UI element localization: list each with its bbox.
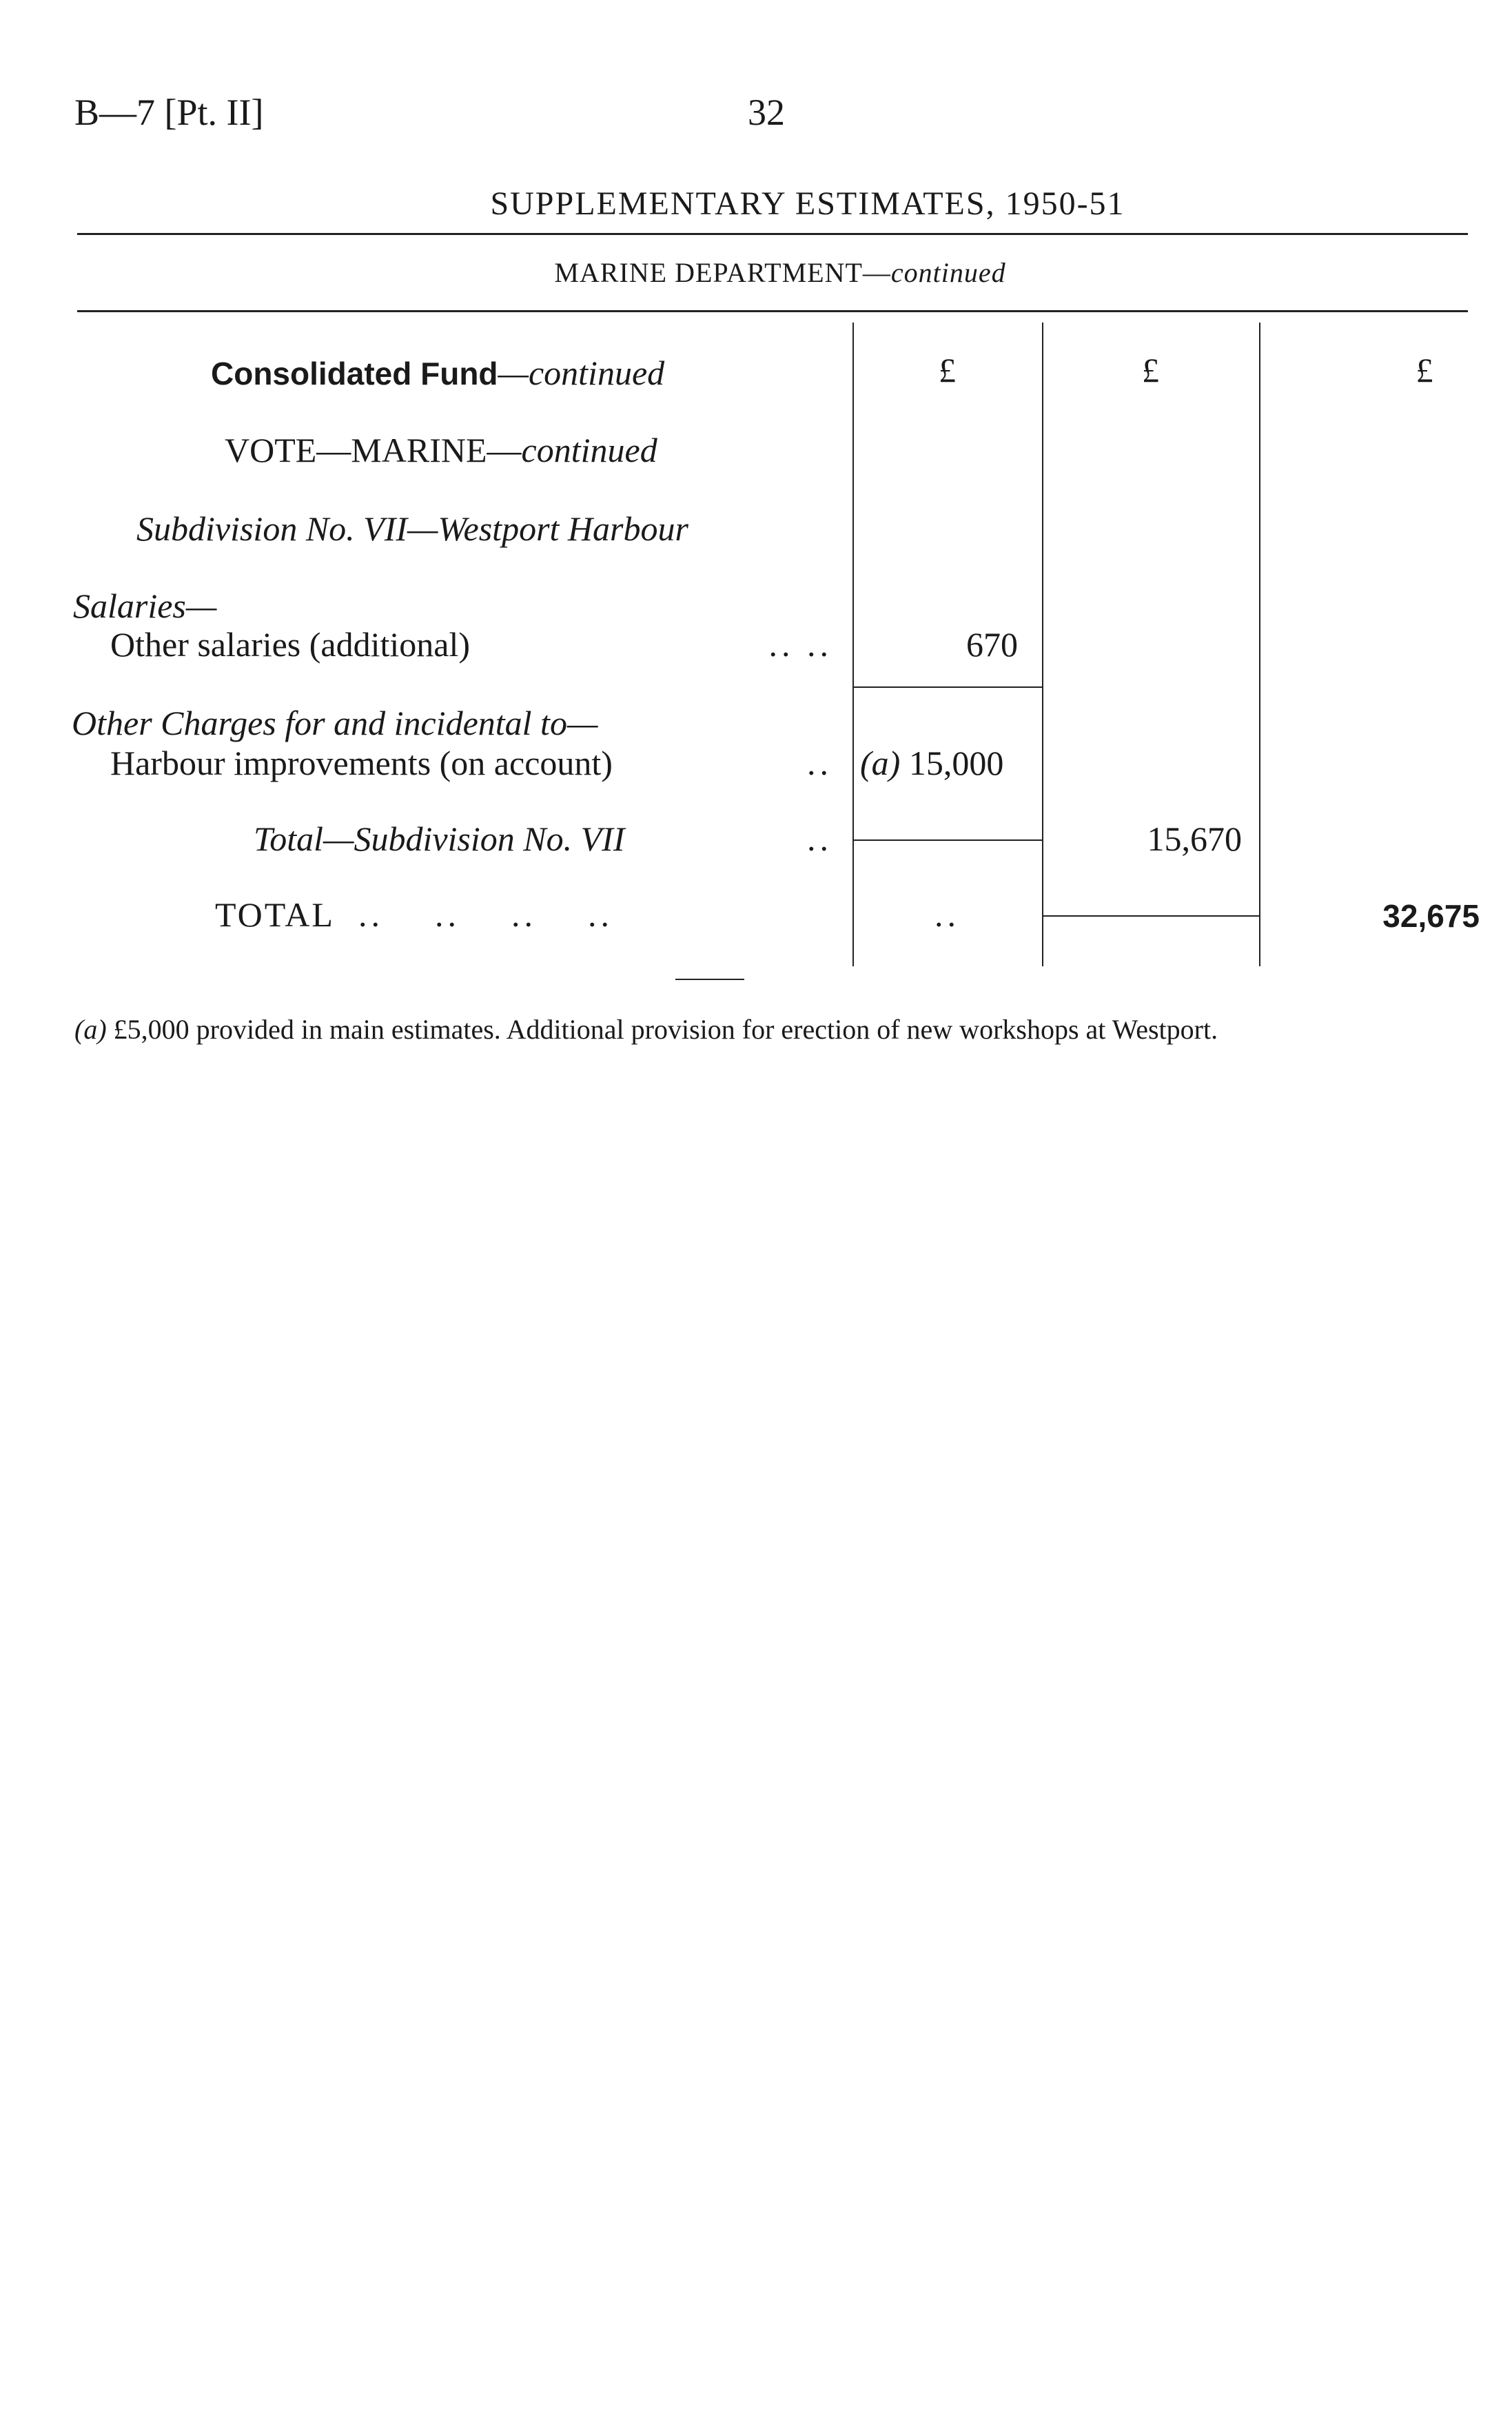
column-rule-3 (1259, 323, 1260, 966)
currency-header-2: £ (1142, 351, 1159, 389)
harbour-improvements-value: 15,000 (908, 744, 1004, 782)
footnote-ref: (a) (74, 1014, 107, 1045)
currency-header-3: £ (1416, 351, 1433, 389)
title-rule (77, 233, 1468, 235)
page-title: SUPPLEMENTARY ESTIMATES, 1950-51 (490, 185, 1125, 222)
footnote-text: £5,000 provided in main estimates. Additional provision for erection of new workshops at Westport. (113, 1014, 1218, 1045)
salaries-heading: Salaries— (73, 587, 217, 625)
other-salaries-leader: .. .. (768, 625, 832, 664)
page-number: 32 (748, 92, 785, 133)
table-end-rule (675, 979, 744, 980)
currency-header-1: £ (939, 351, 956, 389)
fund-label: Consolidated Fund (211, 356, 498, 391)
vote-suffix: continued (521, 431, 657, 469)
subtotal-rule (852, 839, 1042, 841)
grand-total-amount: 32,675 (1382, 898, 1480, 934)
fund-suffix: —continued (498, 354, 665, 392)
vote-label: VOTE—MARINE— (225, 431, 522, 469)
department-suffix: continued (890, 257, 1006, 288)
other-charges-heading: Other Charges for and incidental to— (72, 704, 598, 742)
footnote-marker: (a) (860, 744, 901, 782)
other-salaries-amount: 670 (966, 625, 1018, 664)
harbour-improvements-label: Harbour improvements (on account) (110, 744, 613, 782)
subtotal-leader: .. (807, 819, 832, 858)
document-reference: B—7 [Pt. II] (74, 92, 264, 133)
harbour-improvements-amount (860, 743, 1003, 783)
fund-heading (211, 353, 664, 393)
department-name: MARINE DEPARTMENT— (554, 257, 891, 288)
salaries-rule (852, 686, 1042, 688)
subtotal-label: Total—Subdivision No. VII (254, 819, 625, 858)
total-leader: .. .. .. .. (358, 895, 613, 934)
department-rule (77, 310, 1468, 312)
harbour-improvements-leader: .. (807, 744, 832, 782)
vote-heading (225, 430, 657, 470)
total-column-1-leader: .. (934, 895, 960, 934)
total-rule (1042, 915, 1259, 917)
other-salaries-label: Other salaries (additional) (110, 625, 471, 664)
subtotal-amount: 15,670 (1147, 819, 1242, 858)
total-label: TOTAL (215, 895, 335, 934)
footnote (74, 1013, 1218, 1046)
column-rule-2 (1042, 323, 1043, 966)
subdivision-heading: Subdivision No. VII—Westport Harbour (136, 509, 688, 548)
department-heading (0, 256, 1512, 289)
